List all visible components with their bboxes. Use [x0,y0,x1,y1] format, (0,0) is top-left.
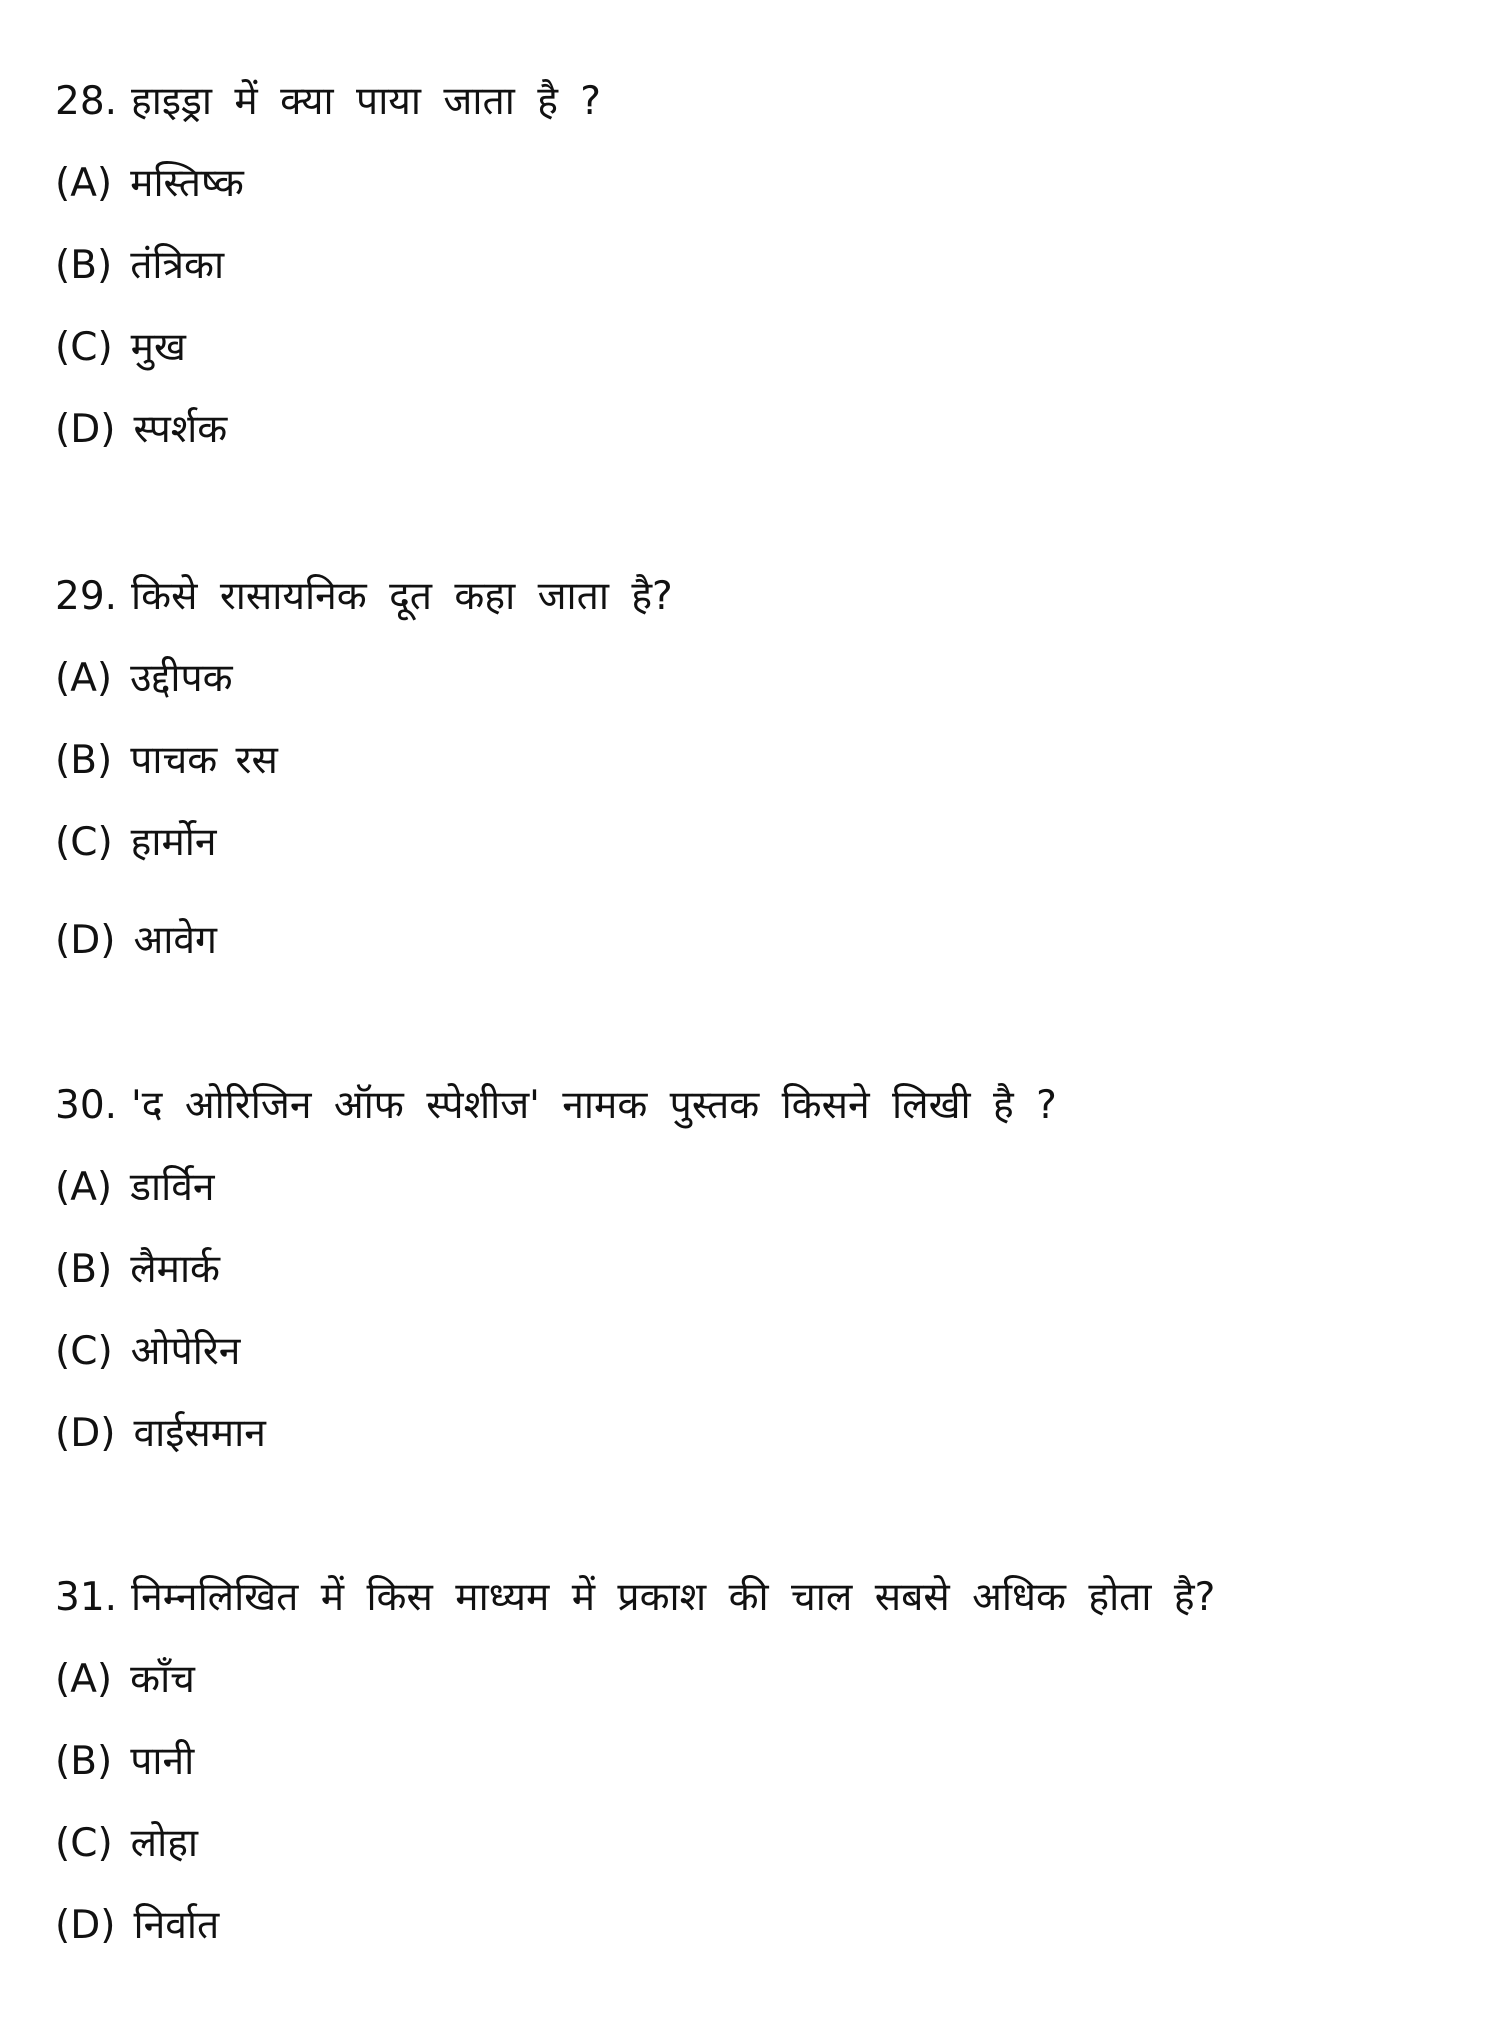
option-a [55,1650,195,1710]
option-text: तंत्रिका [130,243,225,288]
option-label: (B) [55,1247,113,1292]
question-number: 29. [55,574,118,619]
option-label: (A) [55,1657,113,1702]
question-30-stem [55,1076,1057,1136]
option-b [55,1240,220,1300]
question-text: निम्नलिखित में किस माध्यम में प्रकाश की चाल सबसे अधिक होता है? [131,1575,1216,1620]
option-label: (A) [55,161,113,206]
option-label: (C) [55,1329,113,1374]
option-label: (C) [55,325,113,370]
option-label: (B) [55,738,113,783]
option-text: वाईसमान [133,1411,266,1456]
question-text: किसे रासायनिक दूत कहा जाता है? [131,574,673,619]
option-text: निर्वात [133,1903,220,1948]
option-label: (C) [55,820,113,865]
option-text: उद्दीपक [130,656,233,701]
option-text: लैमार्क [130,1247,221,1292]
option-text: स्पर्शक [133,407,228,452]
option-text: डार्विन [130,1165,215,1210]
option-text: काँच [130,1657,195,1702]
option-d [55,911,217,971]
question-29-stem [55,567,673,627]
question-text: 'द ओरिजिन ऑफ स्पेशीज' नामक पुस्तक किसने लिखी है ? [131,1083,1057,1128]
option-b [55,236,224,296]
option-c [55,813,217,873]
option-label: (D) [55,1903,116,1948]
option-a [55,154,244,214]
option-b [55,731,278,791]
option-c [55,1322,240,1382]
question-number: 31. [55,1575,118,1620]
question-31-stem [55,1568,1215,1628]
option-label: (B) [55,1739,113,1784]
option-label: (D) [55,1411,116,1456]
option-label: (A) [55,656,113,701]
option-text: ओपेरिन [130,1329,241,1374]
question-text: हाइड्रा में क्या पाया जाता है ? [131,79,601,124]
option-label: (D) [55,918,116,963]
option-c [55,1814,198,1874]
option-a [55,649,233,709]
option-d [55,1896,219,1956]
option-label: (C) [55,1821,113,1866]
option-text: मुख [130,325,186,370]
question-28-stem [55,72,601,132]
option-text: मस्तिष्क [130,161,244,206]
option-text: पानी [130,1739,195,1784]
option-text: आवेग [133,918,217,963]
question-number: 30. [55,1083,118,1128]
option-b [55,1732,194,1792]
option-label: (B) [55,243,113,288]
option-label: (A) [55,1165,113,1210]
question-number: 28. [55,79,118,124]
option-text: लोहा [130,1821,199,1866]
option-d [55,400,227,460]
option-text: पाचक रस [130,738,278,783]
option-a [55,1158,215,1218]
option-c [55,318,186,378]
option-text: हार्मोन [130,820,217,865]
option-d [55,1404,266,1464]
option-label: (D) [55,407,116,452]
